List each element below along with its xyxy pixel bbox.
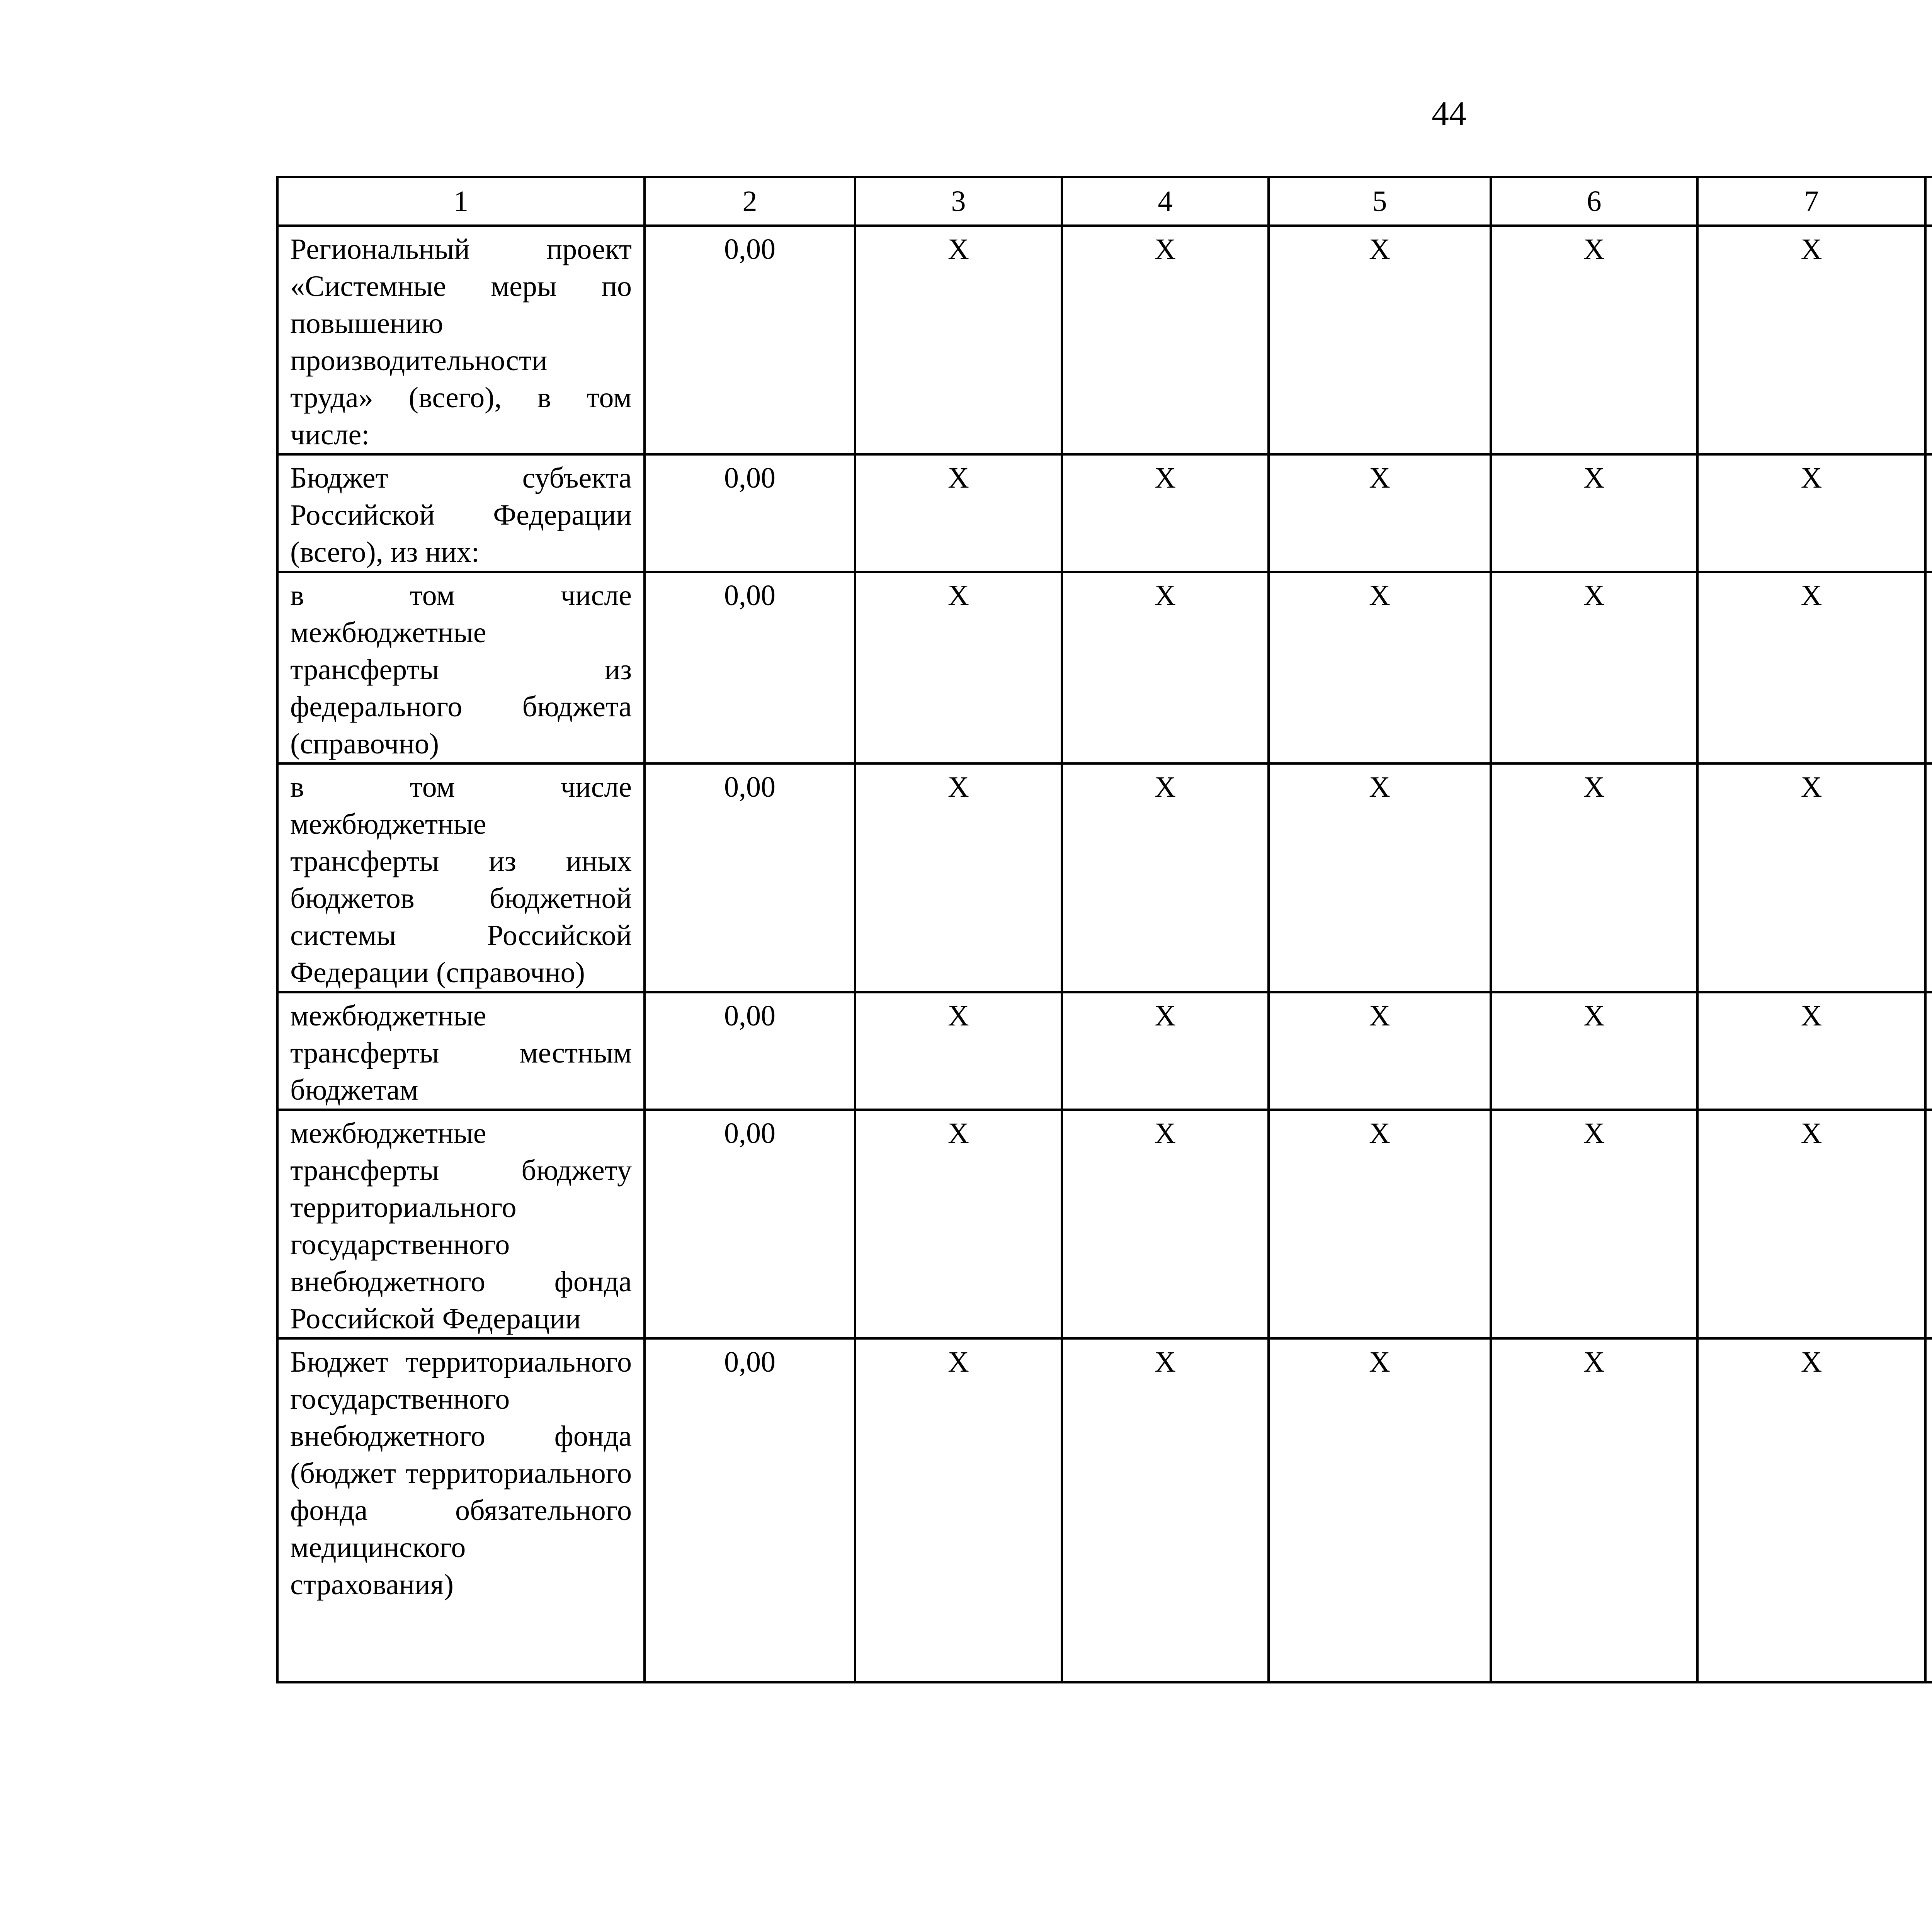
not-applicable-cell: X (1269, 226, 1491, 454)
amount-cell: 0,00 (645, 226, 855, 454)
amount-cell: 0,00 (645, 992, 855, 1110)
not-applicable-cell (1925, 992, 1932, 1110)
not-applicable-cell: X (1269, 1110, 1491, 1338)
amount-cell: 0,00 (645, 763, 855, 992)
not-applicable-cell (1925, 1338, 1932, 1682)
table-body (277, 177, 1932, 1682)
not-applicable-cell: X (855, 226, 1062, 454)
not-applicable-cell: X (1062, 992, 1269, 1110)
table-row (277, 763, 1932, 992)
not-applicable-cell: X (1697, 992, 1925, 1110)
column-number: 5 (1269, 177, 1491, 226)
not-applicable-cell: X (1697, 572, 1925, 763)
table-row (277, 226, 1932, 454)
amount-cell: 0,00 (645, 1110, 855, 1338)
column-number-row (277, 177, 1932, 226)
table-row (277, 1110, 1932, 1338)
not-applicable-cell: X (855, 454, 1062, 572)
column-number: 3 (855, 177, 1062, 226)
table-row (277, 992, 1932, 1110)
not-applicable-cell: X (1697, 1338, 1925, 1682)
row-label: Региональный проект «Системные меры по повышению производительности труда» (всего), в том числе: (277, 226, 645, 454)
table-row (277, 1338, 1932, 1682)
not-applicable-cell: X (1062, 226, 1269, 454)
not-applicable-cell: X (1491, 454, 1697, 572)
not-applicable-cell: X (1062, 454, 1269, 572)
not-applicable-cell (1925, 572, 1932, 763)
not-applicable-cell: X (1491, 992, 1697, 1110)
not-applicable-cell: X (855, 992, 1062, 1110)
row-label: Бюджет территориального государственного внебюджетного фонда (бюджет территориального фонда обязательного медицинского страхования) (277, 1338, 645, 1682)
column-number: 2 (645, 177, 855, 226)
not-applicable-cell: X (1269, 572, 1491, 763)
not-applicable-cell: X (1697, 763, 1925, 992)
amount-cell: 0,00 (645, 572, 855, 763)
column-number: 6 (1491, 177, 1697, 226)
not-applicable-cell: X (1269, 454, 1491, 572)
amount-cell: 0,00 (645, 1338, 855, 1682)
not-applicable-cell: X (1062, 1110, 1269, 1338)
not-applicable-cell: X (855, 1110, 1062, 1338)
not-applicable-cell: X (1062, 1338, 1269, 1682)
page-number: 44 (1432, 95, 1466, 133)
not-applicable-cell: X (855, 763, 1062, 992)
column-number: 4 (1062, 177, 1269, 226)
budget-table (276, 176, 1932, 1683)
not-applicable-cell (1925, 226, 1932, 454)
column-number: 7 (1697, 177, 1925, 226)
amount-cell: 0,00 (645, 454, 855, 572)
not-applicable-cell: X (855, 572, 1062, 763)
column-number: 1 (277, 177, 645, 226)
not-applicable-cell: X (1697, 226, 1925, 454)
not-applicable-cell: X (1491, 1110, 1697, 1338)
not-applicable-cell: X (1269, 763, 1491, 992)
not-applicable-cell: X (855, 1338, 1062, 1682)
not-applicable-cell: X (1269, 992, 1491, 1110)
not-applicable-cell: X (1269, 1338, 1491, 1682)
not-applicable-cell: X (1491, 1338, 1697, 1682)
row-label: Бюджет субъекта Российской Федерации (всего), из них: (277, 454, 645, 572)
not-applicable-cell: X (1491, 763, 1697, 992)
not-applicable-cell: X (1697, 454, 1925, 572)
row-label: межбюджетные трансферты местным бюджетам (277, 992, 645, 1110)
not-applicable-cell: X (1491, 572, 1697, 763)
not-applicable-cell: X (1491, 226, 1697, 454)
row-label: в том числе межбюджетные трансферты из иных бюджетов бюджетной системы Российской Федерации (справочно) (277, 763, 645, 992)
row-label: межбюджетные трансферты бюджету территориального государственного внебюджетного фонда Российской Федерации (277, 1110, 645, 1338)
column-number (1925, 177, 1932, 226)
table-row (277, 454, 1932, 572)
not-applicable-cell: X (1697, 1110, 1925, 1338)
not-applicable-cell (1925, 763, 1932, 992)
not-applicable-cell: X (1062, 763, 1269, 992)
table-row (277, 572, 1932, 763)
not-applicable-cell: X (1062, 572, 1269, 763)
row-label: в том числе межбюджетные трансферты из федерального бюджета (справочно) (277, 572, 645, 763)
not-applicable-cell (1925, 1110, 1932, 1338)
not-applicable-cell (1925, 454, 1932, 572)
